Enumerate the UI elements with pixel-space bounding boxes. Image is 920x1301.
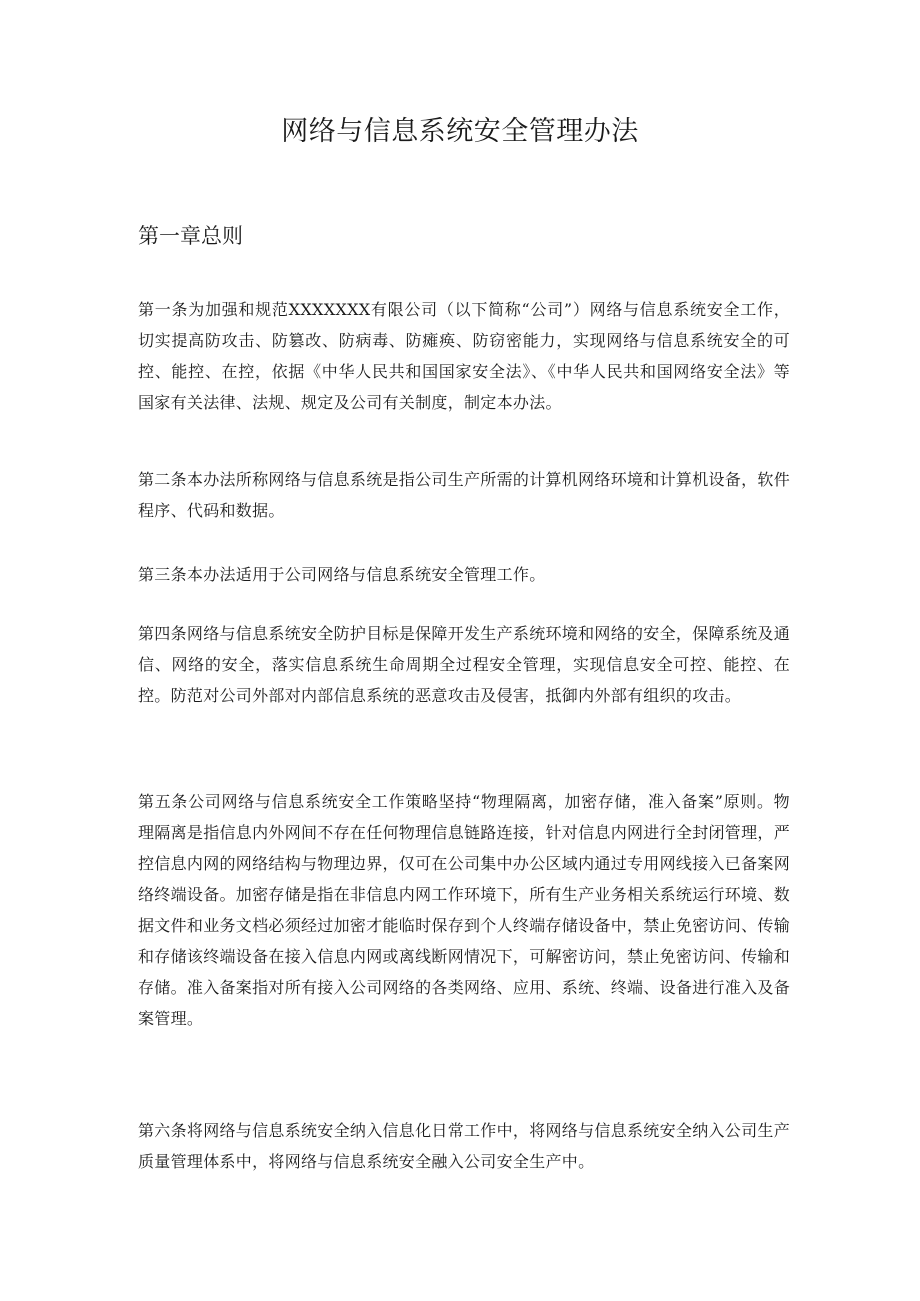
article-4: 第四条网络与信息系统安全防护目标是保障开发生产系统环境和网络的安全，保障系统及通信、网络的安全，落实信息系统生命周期全过程安全管理，实现信息安全可控、能控、在控。防范对公司外部对内部信息系统的恶意攻击及侵害，抵御内外部有组织的攻击。 xyxy=(138,624,791,705)
article-2: 第二条本办法所称网络与信息系统是指公司生产所需的计算机网络环境和计算机设备，软件程序、代码和数据。 xyxy=(138,470,791,520)
article-3: 第三条本办法适用于公司网络与信息系统安全管理工作。 xyxy=(138,565,546,584)
article-1: 第一条为加强和规范XXXXXXX有限公司（以下简称“公司”）网络与信息系统安全工作，切实提高防攻击、防篡改、防病毒、防瘫痪、防窃密能力，实现网络与信息系统安全的可控、能控、在控，依据《中华人民共和国国家安全法》、《中华人民共和国网络安全法》等国家有关法律、法规、规定及公司有关制度，制定本办法。 xyxy=(138,300,790,412)
article-6: 第六条将网络与信息系统安全纳入信息化日常工作中，将网络与信息系统安全纳入公司生产质量管理体系中，将网络与信息系统安全融入公司安全生产中。 xyxy=(138,1121,791,1171)
chapter-heading: 第一章总则 xyxy=(138,224,243,248)
article-5: 第五条公司网络与信息系统安全工作策略坚持“物理隔离，加密存储，准入备案”原则。物理隔离是指信息内外网间不存在任何物理信息链路连接，针对信息内网进行全封闭管理，严控信息内网的网络结构与物理边界，仅可在公司集中办公区域内通过专用网线接入已备案网络终端设备。加密存储是指在非信息内网工作环境下，所有生产业务相关系统运行环境、数据文件和业务文档必须经过加密才能临时保存到个人终端存储设备中，禁止免密访问、传输和存储该终端设备在接入信息内网或离线断网情况下，可解密访问，禁止免密访问、传输和存储。准入备案指对所有接入公司网络的各类网络、应用、系统、终端、设备进行准入及备案管理。 xyxy=(138,792,791,1028)
document-title: 网络与信息系统安全管理办法 xyxy=(281,116,639,147)
